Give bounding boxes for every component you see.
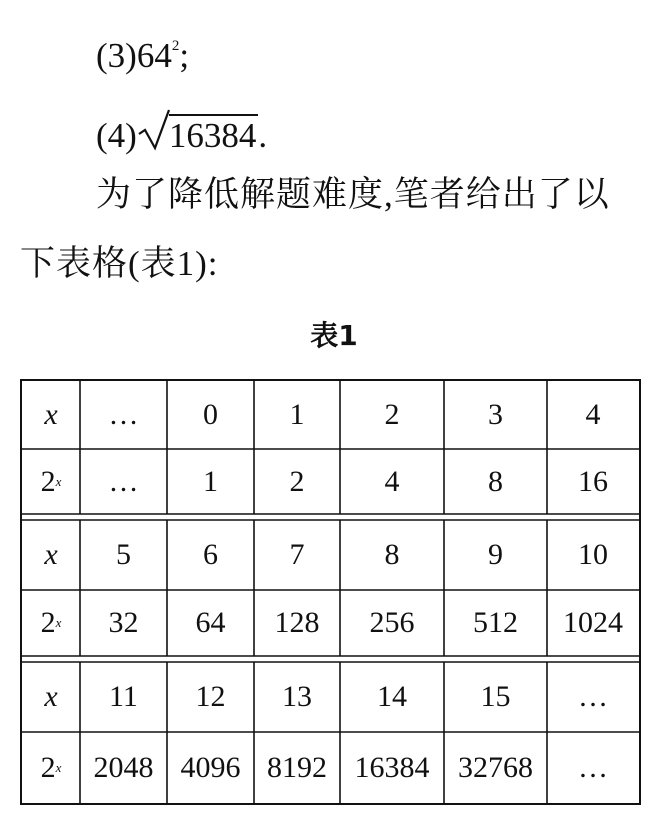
x-value-cell: 10 (578, 538, 608, 571)
x-value-cell: 8 (384, 538, 400, 571)
x-value-cell: 0 (203, 398, 218, 431)
power-base: 2 (40, 464, 56, 498)
power-value-cell: 256 (369, 606, 415, 639)
x-value-cell: 12 (195, 680, 226, 713)
power-value-cell: 8 (488, 464, 503, 498)
x-value-cell: 3 (488, 398, 503, 431)
row-header-power: 2 x (40, 606, 62, 639)
power-base: 2 (40, 750, 56, 784)
item-3-label: (3) (96, 36, 137, 75)
item-3-exponent: 2 (171, 38, 180, 54)
x-value-cell: 1 (289, 398, 305, 431)
power-value-cell: 512 (473, 606, 518, 639)
power-value-cell: 8192 (267, 750, 327, 784)
power-value-cell: 32768 (458, 750, 533, 784)
power-value-cell: 32 (108, 606, 139, 639)
power-value-cell: 1024 (563, 606, 623, 639)
x-value-cell: … (578, 680, 608, 713)
item-4 (96, 114, 267, 153)
power-value-cell: 2048 (93, 750, 154, 784)
x-value-cell: 5 (116, 538, 131, 571)
power-base: 2 (40, 606, 56, 639)
item-3-base: 64 (136, 36, 172, 75)
item-4-label: (4) (96, 116, 137, 155)
power-value-cell: 4 (384, 464, 400, 498)
row-header-x: x (44, 398, 58, 431)
power-value-cell: … (578, 750, 608, 784)
x-value-cell: 6 (203, 538, 218, 571)
table-caption: 表1 (310, 319, 358, 352)
row-header-power: 2 x (40, 750, 62, 784)
paragraph-line-2: 下表格(表1): (20, 244, 219, 283)
power-value-cell: 16384 (354, 750, 430, 784)
row-header-x: x (44, 680, 58, 713)
item-3 (96, 38, 189, 73)
power-value-cell: 4096 (180, 750, 241, 784)
x-value-cell: 15 (480, 680, 511, 713)
radical-sign-icon (137, 108, 171, 152)
power-value-cell: 2 (289, 464, 305, 498)
power-value-cell: 128 (274, 606, 320, 639)
square-root (137, 114, 259, 153)
x-value-cell: 14 (377, 680, 407, 713)
power-value-cell: … (108, 464, 139, 498)
powers-of-two-table (20, 379, 641, 805)
x-value-cell: 11 (109, 680, 138, 713)
x-value-cell: 4 (585, 398, 601, 431)
x-value-cell: 2 (384, 398, 400, 431)
x-value-cell: 13 (282, 680, 312, 713)
item-4-end: . (258, 116, 268, 155)
x-value-cell: 9 (488, 538, 503, 571)
power-value-cell: 16 (578, 464, 608, 498)
x-value-cell: … (108, 398, 139, 431)
row-header-x: x (44, 538, 58, 571)
x-value-cell: 7 (289, 538, 305, 571)
item-4-radicand: 16384 (168, 116, 257, 155)
row-header-power: 2 x (40, 464, 62, 498)
power-value-cell: 1 (203, 464, 218, 498)
power-value-cell: 64 (195, 606, 226, 639)
paragraph-line-1: 为了降低解题难度,笔者给出了以 (96, 175, 610, 214)
item-3-end: ; (179, 36, 190, 75)
